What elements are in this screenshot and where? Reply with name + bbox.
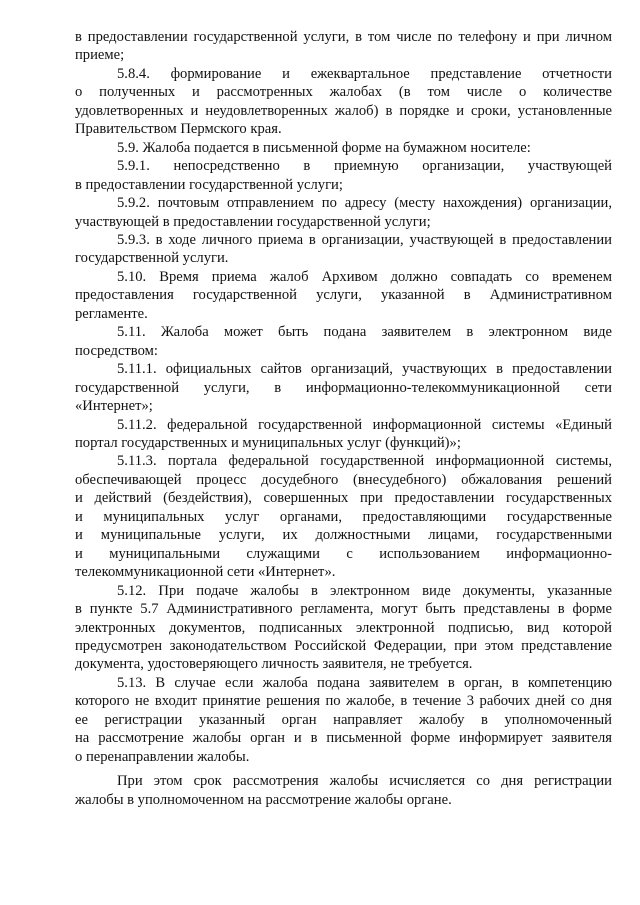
text-line: «Интернет»; bbox=[75, 398, 153, 415]
text-line: предоставления государственной услуги, указанной в Административном bbox=[75, 287, 612, 304]
text-line: 5.9.2. почтовым отправлением по адресу (месту нахождения) организации, bbox=[117, 195, 612, 212]
text-line: 5.9. Жалоба подается в письменной форме на бумажном носителе: bbox=[117, 139, 531, 156]
paragraph-5-11-3 bbox=[75, 452, 612, 581]
text-line: в пункте 5.7 Административного регламента, могут быть представлены в форме bbox=[75, 601, 612, 618]
text-line: ее регистрации указанный орган направляет жалобу в уполномоченный bbox=[75, 711, 612, 728]
paragraph-continuation bbox=[75, 28, 612, 65]
paragraph-5-9-1 bbox=[75, 157, 612, 194]
text-line: При этом срок рассмотрения жалобы исчисляется со дня регистрации bbox=[117, 773, 612, 790]
text-line: жалобы в уполномоченном на рассмотрение жалобы органе. bbox=[75, 791, 452, 808]
text-line: 5.9.1. непосредственно в приемную организации, участвующей bbox=[117, 158, 612, 175]
text-line: государственной услуги, в информационно-телекоммуникационной сети bbox=[75, 379, 612, 396]
text-line: 5.8.4. формирование и ежеквартальное представление отчетности bbox=[117, 65, 612, 82]
paragraph-5-10 bbox=[75, 268, 612, 323]
document-page bbox=[75, 28, 612, 809]
text-line: 5.11. Жалоба может быть подана заявителем в электронном виде bbox=[117, 324, 612, 341]
text-line: 5.12. При подаче жалобы в электронном виде документы, указанные bbox=[117, 582, 612, 599]
text-line: 5.13. В случае если жалоба подана заявителем в орган, в компетенцию bbox=[117, 674, 612, 691]
text-line: предусмотрен законодательством Российской Федерации, при этом представление bbox=[75, 637, 612, 654]
text-line: телекоммуникационной сети «Интернет». bbox=[75, 564, 336, 581]
paragraph-5-11-1 bbox=[75, 360, 612, 415]
paragraph-5-13 bbox=[75, 674, 612, 766]
text-line: обеспечивающей процесс досудебного (внесудебного) обжалования решений bbox=[75, 471, 612, 488]
text-line: регламенте. bbox=[75, 305, 148, 322]
text-line: 5.11.3. портала федеральной государственной информационной системы, bbox=[117, 453, 612, 470]
text-line: на рассмотрение жалобы орган и в письменной форме информирует заявителя bbox=[75, 730, 612, 747]
text-line: портал государственных и муниципальных услуг (функций)»; bbox=[75, 434, 461, 451]
text-line: 5.11.1. официальных сайтов организаций, участвующих в предоставлении bbox=[117, 361, 612, 378]
text-line: о перенаправлении жалобы. bbox=[75, 748, 250, 765]
paragraph-5-11-2 bbox=[75, 416, 612, 453]
text-line: и муниципальными служащими с использованием информационно- bbox=[75, 545, 612, 562]
text-line: которого не входит принятие решения по жалобе, в течение 3 рабочих дней со дня bbox=[75, 693, 612, 710]
text-line: 5.9.3. в ходе личного приема в организации, участвующей в предоставлении bbox=[117, 231, 612, 248]
text-line: государственной услуги. bbox=[75, 250, 229, 267]
paragraph-5-9-2 bbox=[75, 194, 612, 231]
text-line: Правительством Пермского края. bbox=[75, 121, 282, 138]
text-line: приеме; bbox=[75, 47, 125, 64]
text-line: о полученных и рассмотренных жалобах (в том числе о количестве bbox=[75, 84, 612, 101]
paragraph-5-11 bbox=[75, 323, 612, 360]
text-line: 5.11.2. федеральной государственной информационной системы «Единый bbox=[117, 416, 612, 433]
paragraph-5-9 bbox=[75, 139, 612, 157]
text-line: посредством: bbox=[75, 342, 158, 359]
text-line: электронных документов, подписанных электронной подписью, вид которой bbox=[75, 619, 612, 636]
paragraph-5-8-4 bbox=[75, 65, 612, 139]
text-line: и действий (бездействия), совершенных при предоставлении государственных bbox=[75, 490, 612, 507]
paragraph-final bbox=[75, 772, 612, 809]
text-line: в предоставлении государственной услуги, в том числе по телефону и при личном bbox=[75, 29, 612, 45]
text-line: удовлетворенных и неудовлетворенных жалоб) в порядке и сроки, установленные bbox=[75, 102, 612, 119]
paragraph-5-12 bbox=[75, 582, 612, 674]
text-line: в предоставлении государственной услуги; bbox=[75, 176, 343, 193]
text-line: и муниципальных услуг органами, предоставляющими государственные bbox=[75, 508, 612, 525]
text-line: участвующей в предоставлении государственной услуги; bbox=[75, 213, 431, 230]
paragraph-5-9-3 bbox=[75, 231, 612, 268]
text-line: 5.10. Время приема жалоб Архивом должно совпадать со временем bbox=[117, 268, 612, 285]
text-line: и муниципальные услуги, их должностными лицами, государственными bbox=[75, 527, 612, 544]
text-line: документа, удостоверяющего личность заявителя, не требуется. bbox=[75, 656, 473, 673]
